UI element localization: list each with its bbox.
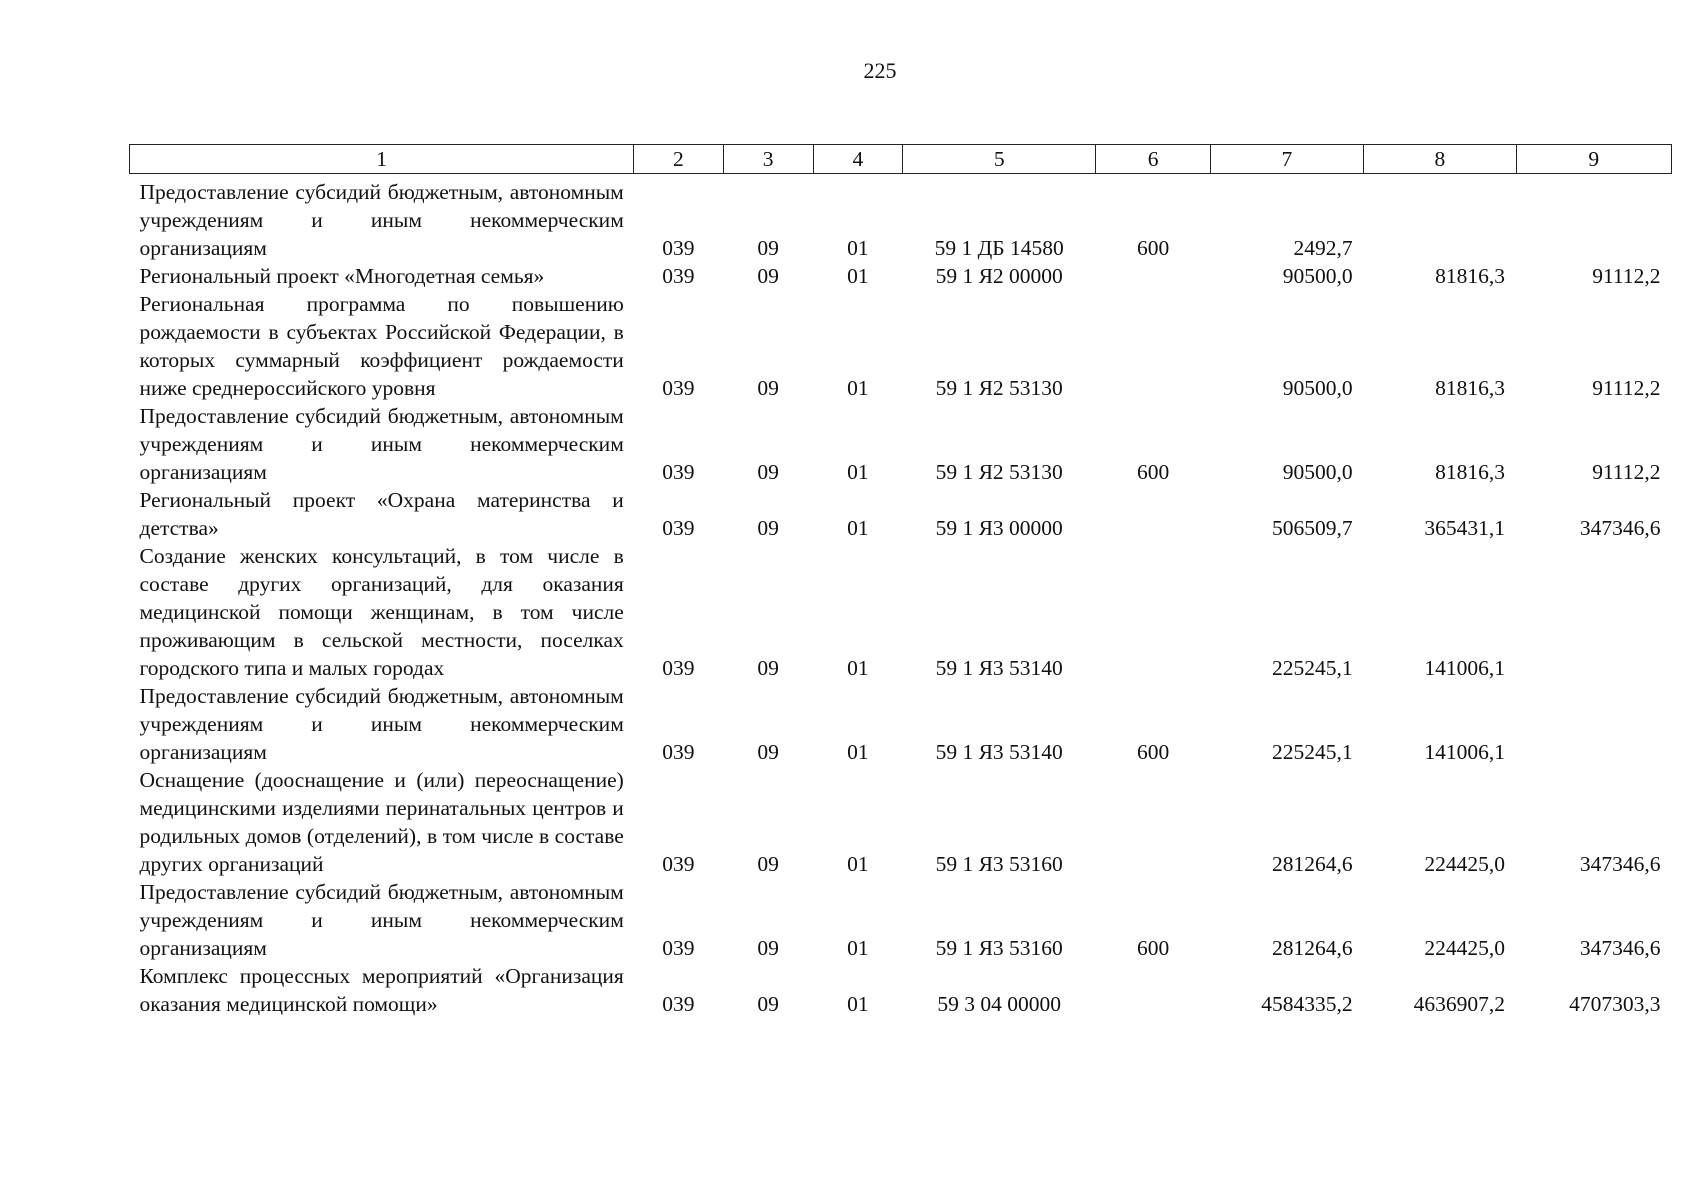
table-row [130, 766, 1672, 878]
column-header-2: 2 [634, 145, 723, 174]
cell-subsection: 01 [847, 992, 869, 1016]
cell-section: 09 [757, 936, 779, 960]
cell-section: 09 [757, 516, 779, 540]
cell-amount-year1: 281264,6 [1272, 852, 1353, 876]
cell-expense-type: 600 [1136, 740, 1170, 764]
cell-section: 09 [757, 740, 779, 764]
cell-expense-type: 600 [1136, 460, 1170, 484]
cell-admin-code: 039 [662, 376, 695, 400]
column-header-5: 5 [902, 145, 1096, 174]
cell-admin-code: 039 [662, 936, 695, 960]
cell-amount-year2: 141006,1 [1424, 740, 1506, 764]
cell-amount-year3: 347346,6 [1579, 852, 1661, 876]
cell-expense-type: 600 [1136, 236, 1170, 260]
page-number: 225 [863, 58, 897, 83]
cell-amount-year1: 225245,1 [1272, 656, 1353, 680]
cell-amount-year3: 347346,6 [1579, 516, 1661, 540]
cell-amount-year3 [1516, 174, 1671, 263]
cell-amount-year2 [1364, 174, 1516, 263]
cell-expense-type: 600 [1136, 936, 1170, 960]
row-name: Предоставление субсидий бюджетным, автономным учреждениям и иным некоммерческим организациям [139, 180, 624, 260]
cell-section: 09 [757, 852, 779, 876]
table-row [130, 542, 1672, 682]
row-name: Создание женских консультаций, в том числе в составе других организаций, для оказания медицинской помощи женщинам, в том числе проживающим в сельской местности, поселках городского типа и малых городах [139, 544, 624, 680]
cell-expense-type [1096, 262, 1210, 290]
cell-subsection: 01 [847, 376, 869, 400]
cell-subsection: 01 [847, 852, 869, 876]
cell-amount-year1: 2492,7 [1293, 236, 1353, 260]
cell-admin-code: 039 [662, 264, 695, 288]
column-header-3: 3 [723, 145, 813, 174]
cell-amount-year2: 81816,3 [1435, 460, 1506, 484]
cell-section: 09 [757, 376, 779, 400]
cell-expense-type [1096, 542, 1210, 682]
row-name: Региональная программа по повышению рождаемости в субъектах Российской Федерации, в которых суммарный коэффициент рождаемости ниже среднероссийского уровня [139, 292, 624, 400]
cell-expense-type [1096, 486, 1210, 542]
cell-admin-code: 039 [662, 852, 695, 876]
cell-section: 09 [757, 236, 779, 260]
column-header-8: 8 [1364, 145, 1516, 174]
column-header-9: 9 [1516, 145, 1671, 174]
column-header-7: 7 [1210, 145, 1363, 174]
cell-target-article: 59 3 04 00000 [937, 992, 1062, 1016]
budget-table [129, 144, 1672, 1018]
table-row [130, 262, 1672, 290]
cell-admin-code: 039 [662, 516, 695, 540]
cell-amount-year2: 81816,3 [1435, 376, 1506, 400]
cell-section: 09 [757, 992, 779, 1016]
cell-target-article: 59 1 ДБ 14580 [934, 236, 1064, 260]
column-header-4: 4 [813, 145, 902, 174]
table-row [130, 402, 1672, 486]
table-row [130, 682, 1672, 766]
cell-expense-type [1096, 766, 1210, 878]
cell-expense-type [1096, 290, 1210, 402]
row-name: Комплекс процессных мероприятий «Организация оказания медицинской помощи» [139, 964, 624, 1016]
cell-amount-year2: 365431,1 [1424, 516, 1506, 540]
cell-subsection: 01 [847, 516, 869, 540]
cell-amount-year2: 141006,1 [1424, 656, 1506, 680]
cell-admin-code: 039 [662, 236, 695, 260]
cell-section: 09 [757, 264, 779, 288]
cell-target-article: 59 1 Я3 00000 [935, 516, 1063, 540]
row-name: Региональный проект «Многодетная семья» [139, 264, 545, 288]
row-name: Предоставление субсидий бюджетным, автономным учреждениям и иным некоммерческим организациям [139, 880, 624, 960]
cell-target-article: 59 1 Я3 53140 [935, 656, 1063, 680]
cell-amount-year3: 91112,2 [1592, 376, 1661, 400]
cell-target-article: 59 1 Я2 00000 [935, 264, 1063, 288]
table-row [130, 878, 1672, 962]
cell-subsection: 01 [847, 264, 869, 288]
table-row [130, 290, 1672, 402]
cell-amount-year3: 91112,2 [1592, 264, 1661, 288]
cell-amount-year1: 4584335,2 [1261, 992, 1353, 1016]
table-row [130, 486, 1672, 542]
header-row [130, 145, 1672, 174]
cell-section: 09 [757, 460, 779, 484]
cell-target-article: 59 1 Я3 53140 [935, 740, 1063, 764]
cell-admin-code: 039 [662, 460, 695, 484]
cell-target-article: 59 1 Я2 53130 [935, 460, 1063, 484]
cell-amount-year3 [1516, 682, 1671, 766]
cell-amount-year1: 506509,7 [1272, 516, 1353, 540]
cell-target-article: 59 1 Я3 53160 [935, 936, 1063, 960]
row-name: Предоставление субсидий бюджетным, автономным учреждениям и иным некоммерческим организациям [139, 684, 624, 764]
cell-expense-type [1096, 962, 1210, 1018]
table-body [130, 174, 1672, 1019]
table-row [130, 174, 1672, 263]
cell-amount-year2: 224425,0 [1424, 852, 1506, 876]
cell-amount-year2: 4636907,2 [1413, 992, 1506, 1016]
cell-amount-year1: 90500,0 [1282, 376, 1353, 400]
cell-admin-code: 039 [662, 740, 695, 764]
cell-subsection: 01 [847, 460, 869, 484]
column-header-6: 6 [1096, 145, 1210, 174]
cell-subsection: 01 [847, 236, 869, 260]
row-name: Оснащение (дооснащение и (или) переоснащение) медицинскими изделиями перинатальных центров и родильных домов (отделений), в том числе в составе других организаций [139, 768, 624, 876]
cell-amount-year1: 90500,0 [1282, 264, 1353, 288]
cell-subsection: 01 [847, 936, 869, 960]
column-header-1: 1 [130, 145, 634, 174]
cell-amount-year2: 81816,3 [1435, 264, 1506, 288]
cell-subsection: 01 [847, 740, 869, 764]
row-name: Предоставление субсидий бюджетным, автономным учреждениям и иным некоммерческим организациям [139, 404, 624, 484]
cell-section: 09 [757, 656, 779, 680]
cell-subsection: 01 [847, 656, 869, 680]
cell-target-article: 59 1 Я3 53160 [935, 852, 1063, 876]
cell-admin-code: 039 [662, 992, 695, 1016]
cell-amount-year2: 224425,0 [1424, 936, 1506, 960]
cell-amount-year3: 4707303,3 [1569, 992, 1661, 1016]
table-row [130, 962, 1672, 1018]
cell-amount-year1: 225245,1 [1272, 740, 1353, 764]
cell-amount-year1: 281264,6 [1272, 936, 1353, 960]
cell-amount-year3: 91112,2 [1592, 460, 1661, 484]
cell-admin-code: 039 [662, 656, 695, 680]
cell-amount-year3: 347346,6 [1579, 936, 1661, 960]
cell-amount-year3 [1516, 542, 1671, 682]
cell-target-article: 59 1 Я2 53130 [935, 376, 1063, 400]
row-name: Региональный проект «Охрана материнства и детства» [139, 488, 624, 540]
cell-amount-year1: 90500,0 [1282, 460, 1353, 484]
